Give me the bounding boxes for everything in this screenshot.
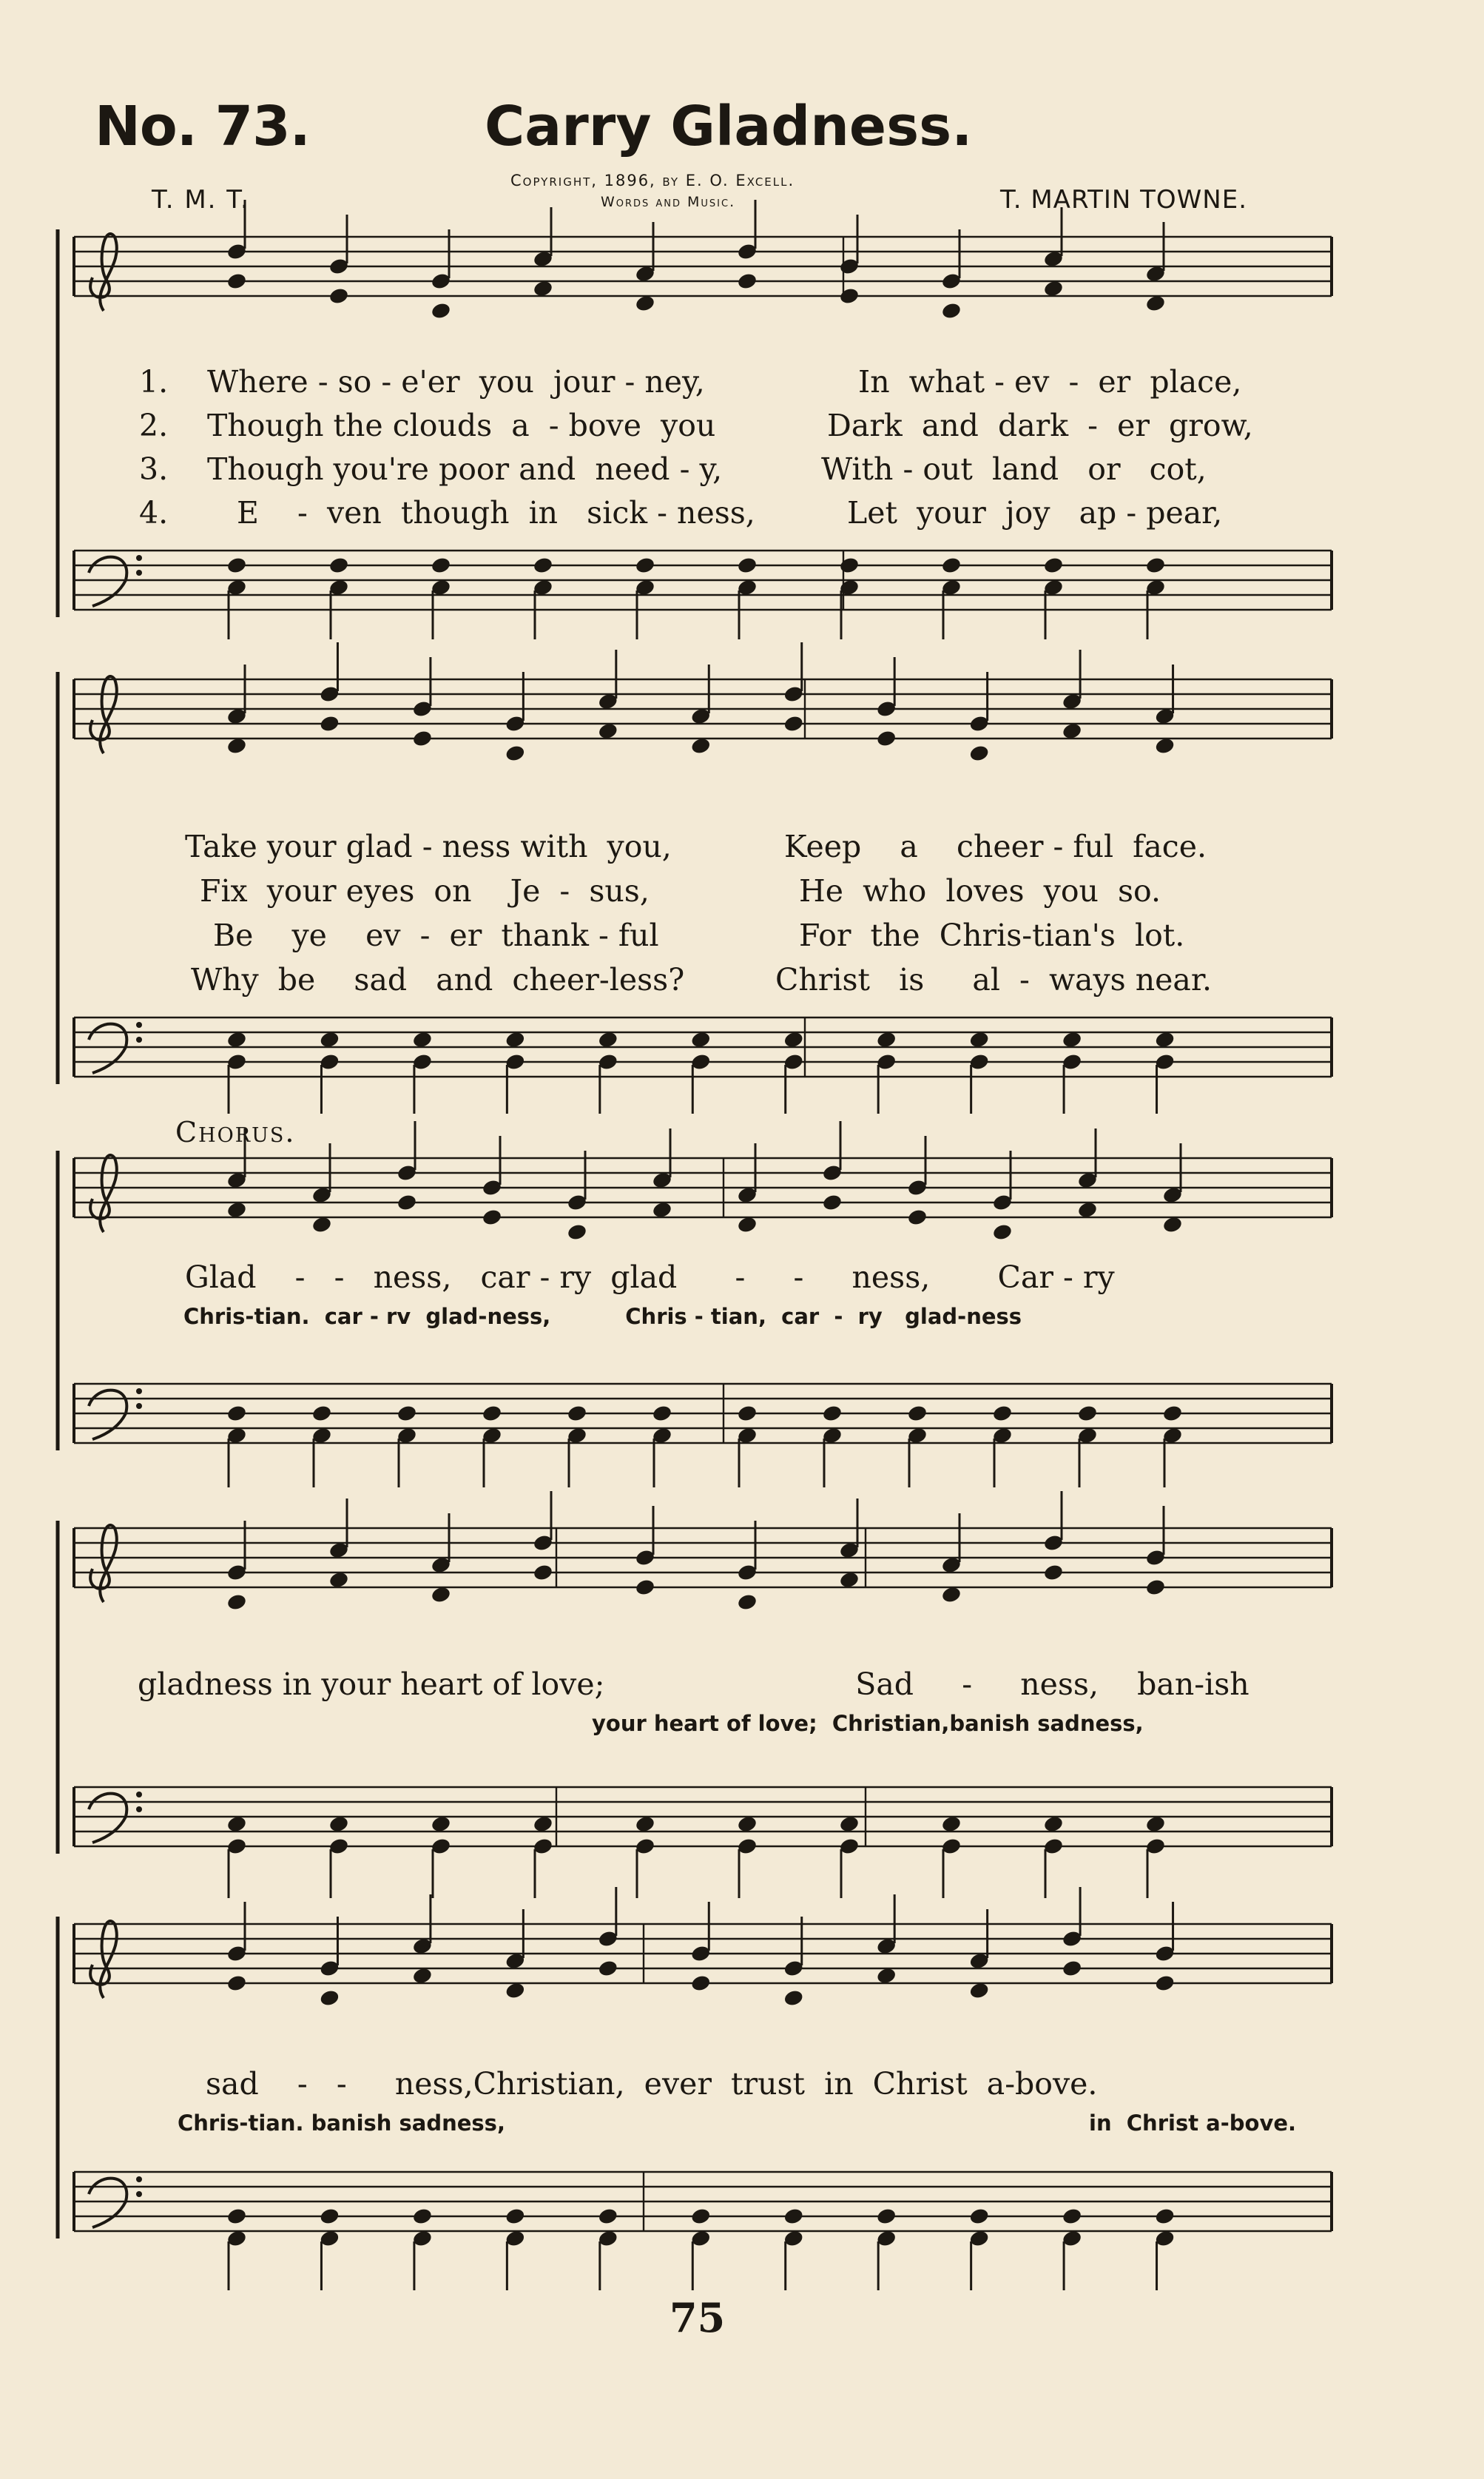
note-head <box>431 556 452 574</box>
verse-3-line-2b: For the Chris-tian's lot. <box>799 918 1185 953</box>
note-head <box>690 1974 712 1992</box>
note-head <box>737 1592 758 1611</box>
note-head <box>783 1988 804 2007</box>
verse-number: 4. <box>139 495 169 531</box>
note-head <box>505 744 526 762</box>
note-head <box>397 1404 418 1422</box>
lyricist-credit: T. M. T. <box>152 185 250 215</box>
note-head <box>533 556 554 574</box>
clef-symbols <box>89 234 142 2227</box>
note-head <box>311 1404 333 1422</box>
bass-clef-dot <box>136 2191 142 2197</box>
note-head <box>839 556 860 574</box>
note-head <box>992 1222 1013 1241</box>
note-head <box>876 2207 897 2225</box>
bass-clef-dot <box>136 1792 142 1797</box>
hymn-number: No. 73. <box>95 95 310 158</box>
note-head <box>992 1404 1013 1422</box>
note-head <box>635 556 656 574</box>
note-head <box>1077 1200 1099 1219</box>
chorus-label: Chorus. <box>175 1116 296 1148</box>
note-head <box>652 1200 673 1219</box>
note-head <box>968 1030 990 1049</box>
verse-number: 1. <box>139 364 169 400</box>
note-head <box>412 2207 434 2225</box>
note-head <box>968 2207 990 2225</box>
note-head <box>597 722 618 740</box>
note-head <box>737 1404 758 1422</box>
verse-4-line-1b: Let your joy ap - pear, <box>847 495 1223 531</box>
note-head <box>431 1585 452 1604</box>
verse-2-line-2b: He who loves you so. <box>799 873 1161 909</box>
verse-1-line-1b: In what - ev - er place, <box>858 364 1242 400</box>
treble-clef-icon <box>90 1525 117 1602</box>
note-head <box>1043 1563 1065 1581</box>
note-head <box>941 301 962 320</box>
note-head <box>635 1814 656 1833</box>
verse-3-line-1: Though you're poor and need - y, <box>207 451 723 487</box>
note-head <box>567 1404 588 1422</box>
verse-4-line-1: E - ven though in sick - ness, <box>237 495 755 531</box>
note-head <box>597 1030 618 1049</box>
verse-3-line-2: Be ye ev - er thank - ful <box>213 918 659 953</box>
note-head <box>505 2207 526 2225</box>
verse-number: 3. <box>139 451 169 487</box>
note-head <box>226 1974 248 1992</box>
note-head <box>783 1030 804 1049</box>
verse-2-line-2: Fix your eyes on Je - sus, <box>200 873 650 909</box>
bass-clef-dot <box>136 1806 142 1812</box>
note-head <box>1062 1030 1083 1049</box>
note-head <box>319 1030 340 1049</box>
note-head <box>533 1563 554 1581</box>
note-head <box>505 1030 526 1049</box>
verse-4-line-2: Why be sad and cheer-less? <box>191 962 685 998</box>
bass-clef-icon <box>89 557 127 606</box>
note-head <box>311 1215 333 1234</box>
note-head <box>1145 556 1167 574</box>
note-head <box>737 1215 758 1234</box>
treble-clef-icon <box>90 676 117 753</box>
note-head <box>783 714 804 733</box>
note-head <box>226 1814 248 1833</box>
note-head <box>226 1030 248 1049</box>
note-head <box>482 1404 503 1422</box>
chorus-system-2-lyric: gladness in your heart of love; Sad - ness, ban-ish <box>138 1666 1249 1702</box>
verse-3-line-1b: With - out land or cot, <box>821 451 1207 487</box>
verse-1-line-2b: Keep a cheer - ful face. <box>784 829 1207 864</box>
chorus-system-3-bass-lyric-b: in Christ a-bove. <box>1089 2110 1297 2136</box>
note-head <box>431 1814 452 1833</box>
bass-clef-dot <box>136 2176 142 2182</box>
verse-1-line-2: Take your glad - ness with you, <box>185 829 672 864</box>
note-head <box>226 1404 248 1422</box>
note-head <box>907 1208 928 1226</box>
bass-clef-icon <box>89 2179 127 2227</box>
chorus-system-2-bass-lyric: your heart of love; Christian,banish sadness, <box>592 1711 1144 1736</box>
staff-lines <box>58 229 1332 2238</box>
note-heads <box>226 242 1184 2247</box>
bass-clef-dot <box>136 1022 142 1028</box>
note-head <box>597 2207 618 2225</box>
page-number: 75 <box>670 2294 726 2341</box>
note-head <box>1062 2207 1083 2225</box>
verse-4-line-2b: Christ is al - ways near. <box>775 962 1212 998</box>
note-head <box>1062 1959 1083 1977</box>
note-head <box>1145 294 1167 312</box>
note-head <box>737 556 758 574</box>
note-head <box>737 1814 758 1833</box>
note-head <box>226 1592 248 1611</box>
bass-clef-icon <box>89 1794 127 1843</box>
note-head <box>597 1959 618 1977</box>
verse-2-line-1b: Dark and dark - er grow, <box>827 408 1253 443</box>
note-head <box>876 729 897 747</box>
note-head <box>533 1814 554 1833</box>
note-head <box>737 272 758 290</box>
note-head <box>1043 279 1065 297</box>
note-head <box>1145 1578 1167 1596</box>
note-head <box>226 556 248 574</box>
note-head <box>783 2207 804 2225</box>
note-head <box>839 1814 860 1833</box>
note-head <box>226 1200 248 1219</box>
note-head <box>1062 722 1083 740</box>
verse-2-line-1: Though the clouds a - bove you <box>207 408 716 443</box>
note-head <box>1162 1215 1184 1234</box>
note-head <box>690 736 712 755</box>
note-head <box>968 744 990 762</box>
bass-clef-dot <box>136 570 142 576</box>
chorus-system-1-bass-lyric: Chris-tian. car - rv glad-ness, Chris - tian, car - ry glad-ness <box>183 1304 1022 1329</box>
bass-clef-dot <box>136 555 142 561</box>
note-head <box>876 1030 897 1049</box>
note-head <box>412 1030 434 1049</box>
verse-1-line-1: Where - so - e'er you jour - ney, <box>207 364 705 400</box>
note-head <box>319 714 340 733</box>
copyright-notice: Copyright, 1896, by E. O. Excell. <box>510 172 795 189</box>
note-head <box>226 2207 248 2225</box>
note-head <box>876 1966 897 1985</box>
note-head <box>567 1222 588 1241</box>
note-head <box>328 1570 350 1589</box>
note-head <box>505 1981 526 1999</box>
note-head <box>1154 1974 1176 1992</box>
note-head <box>1043 1814 1065 1833</box>
chorus-system-3-lyric: sad - - ness,Christian, ever trust in Christ a-bove. <box>206 2066 1098 2102</box>
note-head <box>1145 1814 1167 1833</box>
chorus-system-3-bass-lyric-a: Chris-tian. banish sadness, <box>178 2110 505 2136</box>
hymn-title: Carry Gladness. <box>485 95 973 158</box>
note-head <box>328 556 350 574</box>
words-and-music-note: Words and Music. <box>601 194 736 210</box>
note-head <box>226 736 248 755</box>
note-head <box>1154 736 1176 755</box>
note-head <box>652 1404 673 1422</box>
note-head <box>1154 1030 1176 1049</box>
bass-clef-dot <box>136 1388 142 1394</box>
treble-clef-icon <box>90 1155 117 1232</box>
bass-clef-icon <box>89 1024 127 1073</box>
treble-clef-icon <box>90 234 117 311</box>
note-head <box>1077 1404 1099 1422</box>
note-head <box>941 556 962 574</box>
note-head <box>822 1193 843 1211</box>
bass-clef-dot <box>136 1037 142 1043</box>
note-head <box>968 1981 990 1999</box>
note-head <box>328 1814 350 1833</box>
note-head <box>412 1966 434 1985</box>
note-head <box>1043 556 1065 574</box>
note-head <box>907 1404 928 1422</box>
note-head <box>839 286 860 305</box>
note-head <box>822 1404 843 1422</box>
note-head <box>690 2207 712 2225</box>
note-head <box>319 1988 340 2007</box>
bass-clef-icon <box>89 1390 127 1439</box>
note-head <box>319 2207 340 2225</box>
note-head <box>431 301 452 320</box>
treble-clef-icon <box>90 1921 117 1998</box>
note-head <box>1162 1404 1184 1422</box>
note-head <box>533 279 554 297</box>
note-head <box>941 1585 962 1604</box>
note-head <box>328 286 350 305</box>
note-head <box>397 1193 418 1211</box>
chorus-system-1-lyric: Glad - - ness, car - ry glad - - ness, Car - ry <box>185 1259 1115 1295</box>
note-head <box>839 1570 860 1589</box>
composer-credit: T. MARTIN TOWNE. <box>1000 185 1248 215</box>
note-head <box>635 294 656 312</box>
note-head <box>226 272 248 290</box>
verse-number: 2. <box>139 408 169 443</box>
note-head <box>1154 2207 1176 2225</box>
note-head <box>482 1208 503 1226</box>
note-head <box>635 1578 656 1596</box>
bass-clef-dot <box>136 1403 142 1409</box>
note-head <box>690 1030 712 1049</box>
note-head <box>412 729 434 747</box>
note-head <box>941 1814 962 1833</box>
